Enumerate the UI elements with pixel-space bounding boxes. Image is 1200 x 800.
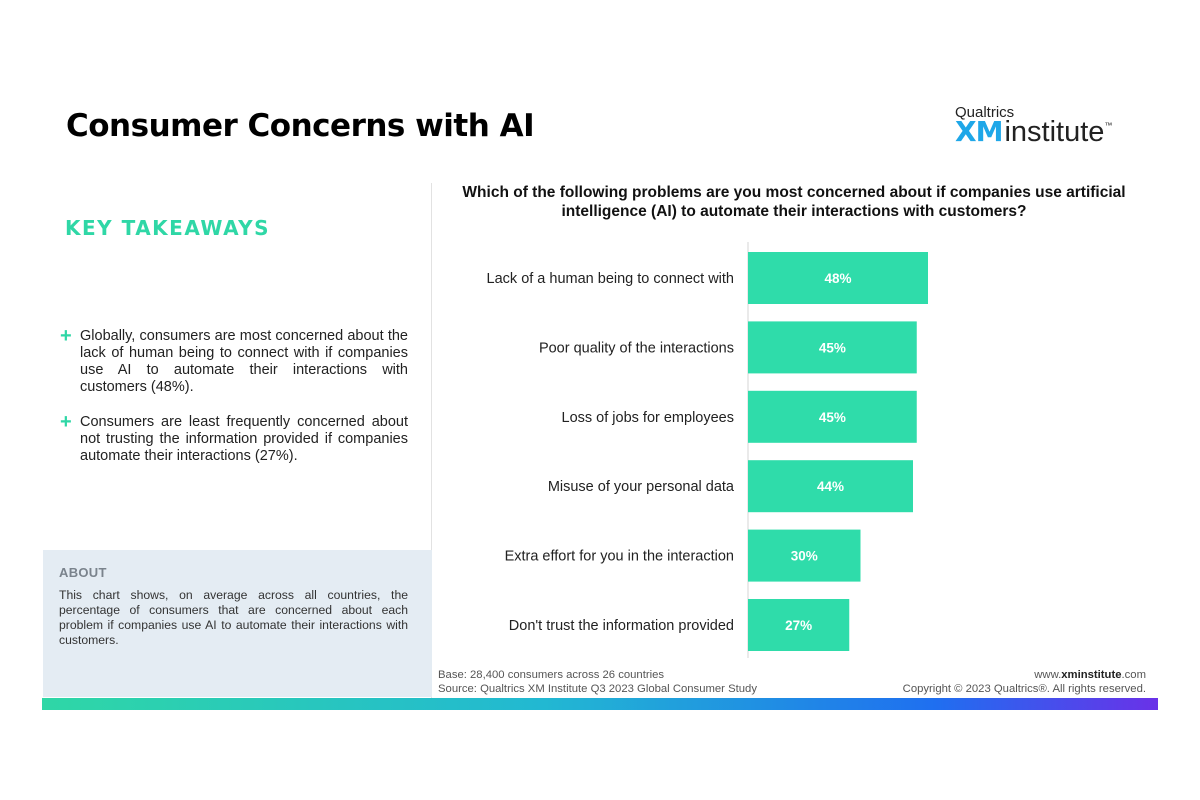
category-label: Loss of jobs for employees [561,409,734,426]
bar-chart [440,238,1160,664]
plus-icon: + [60,411,72,433]
about-panel [43,550,432,697]
category-label: Misuse of your personal data [547,479,734,496]
takeaway-text: Globally, consumers are most concerned about the lack of human being to connect with if companies use AI to automate their interactions with customers (48%). [80,328,408,395]
about-text: This chart shows, on average across all countries, the percentage of consumers that are concerned about each problem if companies use AI to automate their interactions with customers. [59,588,408,647]
plus-icon: + [60,325,72,347]
footer-source [438,668,757,696]
value-label: 45% [818,340,846,356]
category-label: Extra effort for you in the interaction [504,548,734,565]
about-heading: ABOUT [59,565,107,580]
footer-copyright: Copyright © 2023 Qualtrics®. All rights reserved. [902,683,1146,695]
footer-base-text: Base: 28,400 consumers across 26 countries [438,669,665,681]
page-title: Consumer Concerns with AI [66,108,535,144]
logo-xm-text: XM [955,115,1003,148]
value-label: 45% [818,409,846,425]
takeaway-text: Consumers are least frequently concerned about not trusting the information provided if companies automate their interactions (27%). [80,414,408,464]
takeaway-item [60,325,408,396]
footer-website[interactable]: www.xminstitute.com [1034,669,1146,681]
brand-gradient-band [42,698,1158,710]
value-label: 44% [816,479,845,495]
logo-wordmark [955,115,1113,148]
chart-title: Which of the following problems are you most concerned about if companies use artificial intelligence (AI) to automate their interactions with customers? [462,184,1126,220]
logo-institute-text: institute [1004,116,1105,148]
category-label: Poor quality of the interactions [538,340,734,357]
takeaway-item [60,411,408,465]
key-takeaways-heading: KEY TAKEAWAYS [65,216,271,240]
category-label: Lack of a human being to connect with [486,271,734,287]
value-label: 30% [790,548,818,564]
logo-qualtrics-text: Qualtrics [955,104,1015,121]
footer-source-text: Source: Qualtrics XM Institute Q3 2023 Global Consumer Study [438,683,757,695]
value-label: 27% [785,618,813,633]
value-label: 48% [824,271,852,286]
xm-institute-logo [955,104,1155,154]
footer-right [903,668,1146,696]
category-label: Don't trust the information provided [508,618,734,634]
logo-tm-mark: ™ [1104,121,1113,130]
